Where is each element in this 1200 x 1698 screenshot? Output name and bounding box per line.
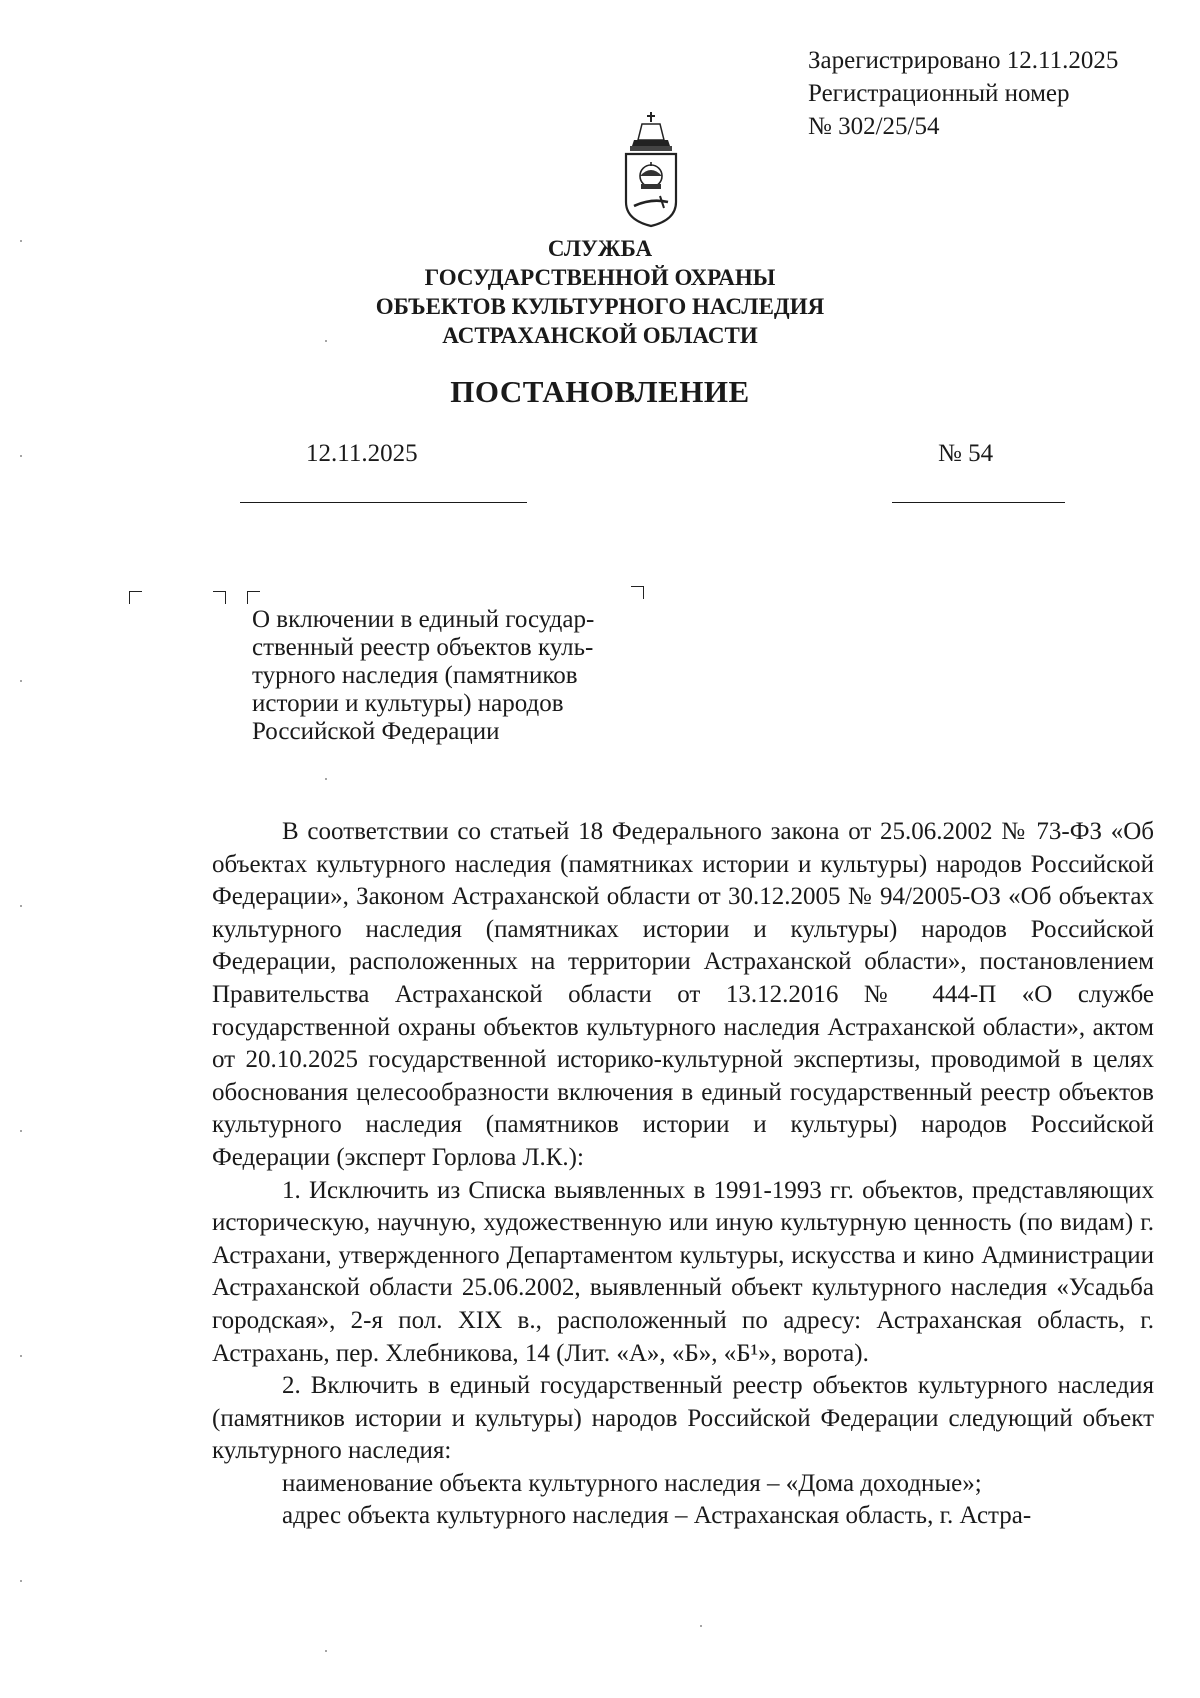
document-type-title: ПОСТАНОВЛЕНИЕ [450,374,750,409]
date-underline [240,502,527,503]
scan-speck [20,680,22,682]
document-date: 12.11.2025 [306,440,418,467]
scan-speck [325,778,327,780]
subject-line: О включении в единый государ- [252,606,595,633]
org-line: АСТРАХАНСКОЙ ОБЛАСТИ [442,323,758,348]
document-number: № 54 [938,440,994,467]
scan-speck [325,340,327,342]
subject-line: Российской Федерации [252,718,500,745]
subject-line: ственный реестр объектов куль- [252,634,594,661]
corner-mark [129,591,142,604]
object-address-line: адрес объекта культурного наследия – Астраханская область, г. Астра- [282,1502,1032,1530]
registration-number-label: Регистрационный номер [808,80,1070,107]
subject-line: турного наследия (памятников [252,662,578,689]
corner-mark [247,591,260,604]
registration-number: № 302/25/54 [808,113,940,140]
corner-mark [631,586,644,599]
item-2-paragraph: 2. Включить в единый государственный реестр объектов культурного наследия (памятников истории и культуры) народов Российской Федерации следующий объект культурного наследия: [212,1372,1154,1465]
corner-mark [213,591,226,604]
document-body [212,816,1154,1533]
number-underline [892,502,1065,503]
scan-speck [325,1650,327,1652]
scan-speck [20,905,22,907]
scan-speck [20,1130,22,1132]
org-line: СЛУЖБА [547,236,653,261]
document-subject [252,606,652,746]
scan-speck [20,240,22,242]
subject-line: истории и культуры) народов [252,690,564,717]
registration-stamp [808,44,1118,143]
org-line: ОБЪЕКТОВ КУЛЬТУРНОГО НАСЛЕДИЯ [375,294,825,319]
registration-date: Зарегистрировано 12.11.2025 [808,47,1119,74]
coat-of-arms-icon [620,110,682,230]
scan-speck [20,455,22,457]
org-line: ГОСУДАРСТВЕННОЙ ОХРАНЫ [424,265,776,290]
object-name-line: наименование объекта культурного наследия – «Дома доходные»; [282,1469,982,1497]
scan-speck [20,1580,22,1582]
scan-speck [20,1355,22,1357]
item-1-paragraph: 1. Исключить из Списка выявленных в 1991-1993 гг. объектов, представляющих историческую, научную, художественную или иную культурную ценность (по видам) г. Астрахани, утвержденного Департаментом культуры, искусства и кино Администрации Астраханской области 25.06.2002, выявленный объект культурного наследия «Усадьба городская», 2-я пол. XIX в., расположенный по адресу: Астраханская область, г. Астрахань, пер. Хлебникова, 14 (Лит. «А», «Б», «Б¹», ворота). [212,1176,1154,1367]
preamble-paragraph: В соответствии со статьей 18 Федерального закона от 25.06.2002 № 73-ФЗ «Об объектах культурного наследия (памятниках истории и культуры) народов Российской Федерации», Законом Астраханской области от 30.12.2005 № 94/2005-ОЗ «Об объектах культурного наследия (памятниках истории и культуры) народов Российской Федерации, расположенных на территории Астраханской области», постановлением Правительства Астраханской области от 13.12.2016 № 444-П «О службе государственной охраны объектов культурного наследия Астраханской области», актом от 20.10.2025 государственной историко-культурной экспертизы, проводимой в целях обоснования целесообразности включения в единый государственный реестр объектов культурного наследия (памятников истории и культуры) народов Российской Федерации (эксперт Горлова Л.К.): [212,818,1154,1171]
organization-name [300,234,900,350]
scan-speck [700,1625,702,1627]
